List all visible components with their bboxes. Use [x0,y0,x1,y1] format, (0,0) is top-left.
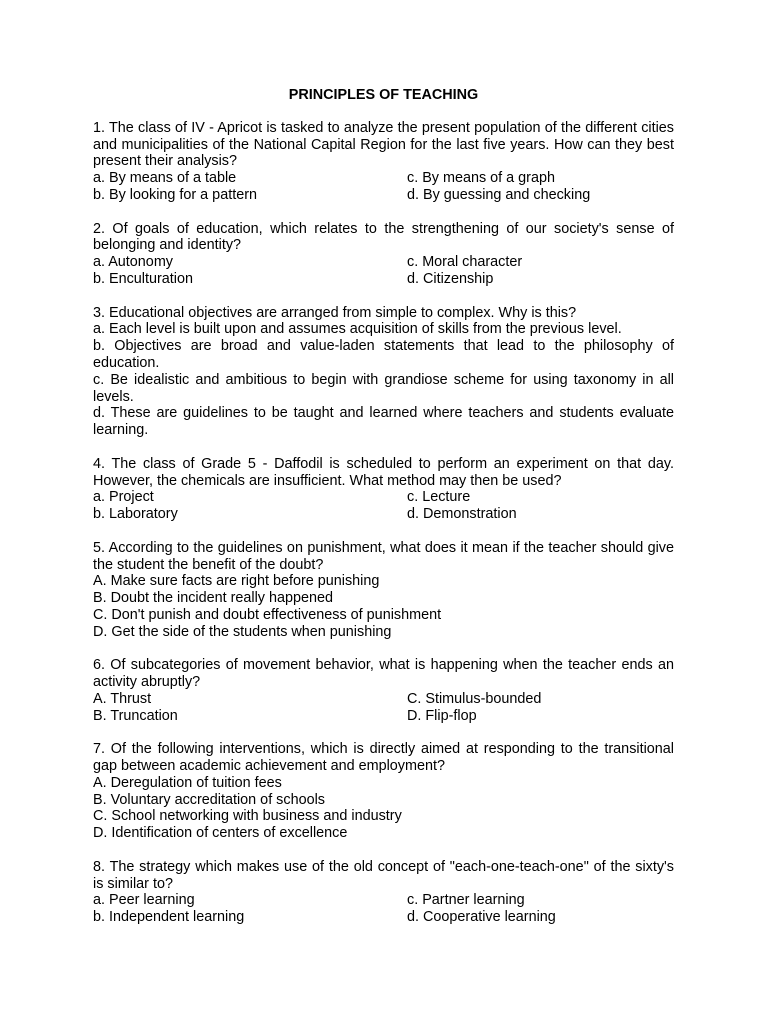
option-b: B. Truncation [93,707,178,724]
option-d: d. Citizenship [407,270,494,287]
option-a: A. Thrust [93,690,152,707]
options-grid [93,892,674,926]
option-a: a. Each level is built upon and assumes acquisition of skills from the previous level. [93,321,622,338]
option-c: c. Partner learning [407,892,525,909]
options-list [93,775,674,842]
option-b: b. Objectives are broad and value-laden statements that lead to the philosophy of education. [93,338,674,371]
question-5 [93,540,674,641]
options-list [93,321,674,439]
question-stem: 2. Of goals of education, which relates to the strengthening of our society's sense of belonging and identity? [93,220,674,254]
option-d: D. Get the side of the students when punishing [93,623,392,640]
question-stem: 5. According to the guidelines on punishment, what does it mean if the teacher should give the student the benefit of the doubt? [93,539,674,573]
question-4 [93,456,674,523]
question-8 [93,859,674,926]
option-d: d. These are guidelines to be taught and learned where teachers and students evaluate learning. [93,405,674,439]
option-d: d. By guessing and checking [407,186,591,203]
question-stem: 1. The class of IV - Apricot is tasked to analyze the present population of the different cities and municipalities of the National Capital Region for the last five years. How can they best present their analysis? [93,119,674,170]
option-c: c. By means of a graph [407,170,555,187]
question-7 [93,741,674,842]
option-d: d. Demonstration [407,506,517,523]
option-a: a. Autonomy [93,254,173,271]
option-d: D. Flip-flop [407,707,477,724]
option-b: b. Independent learning [93,909,245,926]
option-c: C. School networking with business and industry [93,808,402,825]
option-d: D. Identification of centers of excellence [93,825,348,842]
option-b: b. Enculturation [93,270,193,287]
question-1 [93,120,674,204]
option-a: a. Project [93,489,154,506]
option-a: A. Make sure facts are right before punishing [93,573,380,590]
options-grid [93,254,674,288]
option-b: B. Doubt the incident really happened [93,590,334,607]
question-stem: 6. Of subcategories of movement behavior, what is happening when the teacher ends an activity abruptly? [93,657,674,691]
option-b: B. Voluntary accreditation of schools [93,791,325,808]
question-stem: 3. Educational objectives are arranged from simple to complex. Why is this? [93,304,577,321]
question-3 [93,305,674,439]
question-6 [93,657,674,724]
option-b: b. Laboratory [93,506,178,523]
document-page [93,87,674,943]
question-stem: 8. The strategy which makes use of the old concept of "each-one-teach-one" of the sixty's is similar to? [93,858,674,892]
option-c: c. Lecture [407,489,471,506]
option-a: A. Deregulation of tuition fees [93,774,282,791]
question-stem: 4. The class of Grade 5 - Daffodil is scheduled to perform an experiment on that day. However, the chemicals are insufficient. What method may then be used? [93,455,674,489]
options-grid [93,489,674,523]
option-c: C. Don't punish and doubt effectiveness of punishment [93,606,442,623]
option-c: C. Stimulus-bounded [407,690,542,707]
option-a: a. Peer learning [93,892,195,909]
document-title: PRINCIPLES OF TEACHING [288,87,479,103]
question-stem: 7. Of the following interventions, which is directly aimed at responding to the transitional gap between academic achievement and employment? [93,741,674,775]
option-c: c. Moral character [407,254,523,271]
options-list [93,573,674,640]
options-grid [93,691,674,725]
options-grid [93,170,674,204]
option-a: a. By means of a table [93,170,237,187]
question-2 [93,221,674,288]
option-b: b. By looking for a pattern [93,186,257,203]
option-c: c. Be idealistic and ambitious to begin with grandiose scheme for using taxonomy in all levels. [93,371,674,405]
option-d: d. Cooperative learning [407,909,556,926]
